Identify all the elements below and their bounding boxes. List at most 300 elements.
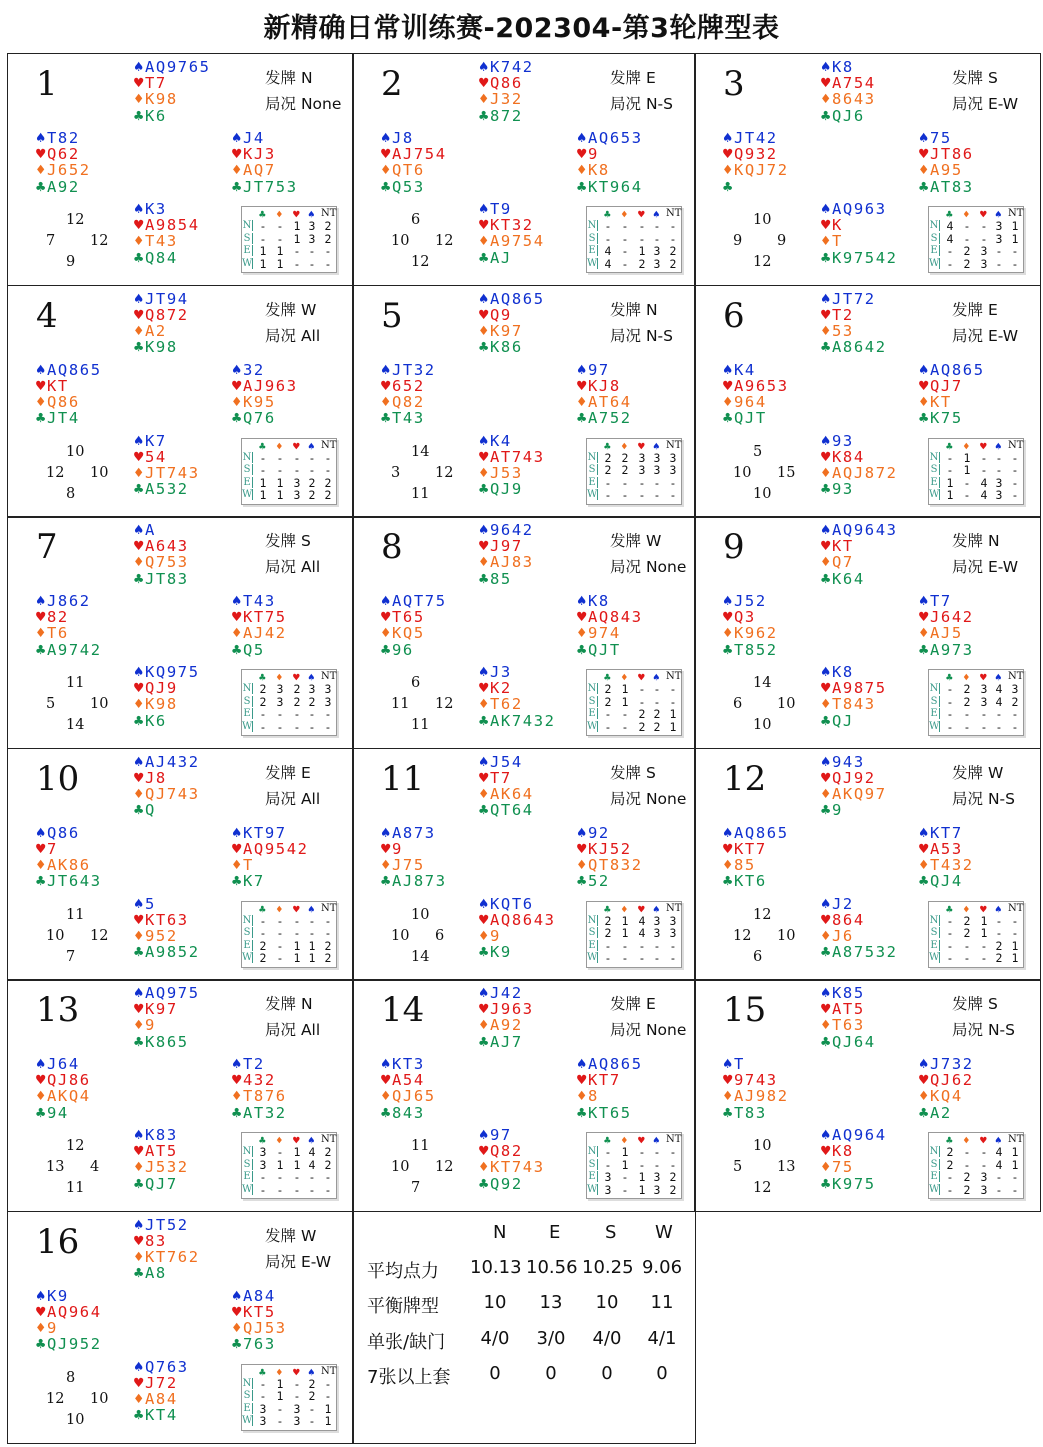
east-diamond-cards: T876 [243,1087,287,1106]
dd-value: 1 [1011,1157,1019,1172]
east-heart-cards: AQ9542 [243,839,309,858]
heart-icon: ♥ [232,145,242,164]
dd-value: - [995,926,1003,940]
east-spade-cards: T2 [243,1055,265,1073]
north-diamond-cards: KT762 [145,1247,200,1266]
south-diamond-row [479,233,545,249]
dd-value: - [653,694,661,709]
dealer-label: 发牌 [265,300,297,319]
vul-value: N-S [987,1021,1015,1039]
north-spade-cards: AQ975 [145,984,200,1002]
spade-icon: ♠ [653,902,660,916]
club-icon: ♣ [723,872,733,891]
dd-seat-label: S [587,696,598,707]
east-spade-row [577,130,643,146]
dd-value: - [621,719,629,734]
summary-value: 10 [595,1292,619,1313]
hcp-e: 12 [435,1159,454,1175]
summary-value: 4/1 [647,1327,677,1349]
double-dummy-table [928,669,1024,736]
west-heart-row [381,378,436,394]
spade-icon: ♠ [577,360,587,379]
west-spade-cards: AQ865 [734,823,789,842]
dd-value: 3 [308,219,316,233]
diamond-icon: ♦ [381,624,391,643]
heart-icon: ♥ [232,839,242,858]
north-heart-cards: 83 [145,1231,167,1250]
diamond-icon: ♦ [36,1318,46,1337]
hcp-e: 10 [90,1390,109,1407]
dd-seat-label: E [929,477,940,488]
south-hand [479,664,556,729]
south-spade-cards: T9 [490,200,512,218]
north-heart-row [134,1233,200,1249]
dd-value: 1 [259,244,267,258]
dd-value: 1 [308,951,316,965]
dd-value: 4 [946,231,954,246]
dd-value: - [980,1157,988,1172]
heart-icon: ♥ [577,1071,587,1090]
diamond-icon: ♦ [621,902,628,916]
north-club-cards: AJ7 [490,1032,523,1051]
spade-icon: ♠ [232,360,242,379]
south-club-row [134,1176,189,1192]
dd-value: - [621,1170,629,1184]
north-spade-cards: AQ9765 [145,58,211,76]
hcp-e: 10 [777,696,796,712]
west-diamond-row [381,394,436,410]
dd-seat-label: N [587,914,597,926]
spade-icon: ♠ [577,129,587,147]
heart-icon: ♥ [919,608,929,627]
spade-icon: ♠ [36,129,46,147]
east-spade-row [577,825,643,841]
dealer-info [952,529,1000,551]
west-hand [723,1056,789,1121]
north-hand [821,754,887,819]
vul-label: 局况 [610,789,642,808]
dd-value: 1 [276,1376,284,1391]
dealer-value: W [300,300,317,319]
heart-icon: ♥ [134,216,144,235]
north-diamond-row [821,554,898,570]
north-heart-cards: A754 [832,74,876,93]
dd-value: - [1011,913,1019,928]
heart-icon: ♥ [577,145,587,164]
vul-label: 局况 [610,95,642,113]
east-heart-cards: AQ843 [588,608,643,627]
spade-icon: ♠ [723,592,733,610]
south-hand [821,433,898,498]
club-icon: ♣ [946,671,953,684]
east-spade-row [919,1056,974,1072]
diamond-icon: ♦ [723,392,733,411]
hcp-s: 12 [753,254,772,270]
diamond-icon: ♦ [577,392,587,411]
heart-icon: ♥ [381,1071,391,1090]
west-spade-row [723,130,789,146]
north-heart-cards: T7 [145,74,167,93]
hcp-w: 11 [391,696,410,712]
north-heart-row [134,75,211,91]
north-diamond-row [134,91,211,107]
club-icon: ♣ [134,1174,144,1193]
heart-icon: ♥ [134,1142,144,1161]
dd-value: - [669,951,677,965]
dd-value: 3 [259,1145,267,1159]
dd-value: - [669,475,677,490]
south-heart-row [134,217,200,233]
dd-value: - [980,707,988,721]
north-hand [821,59,876,124]
west-diamond-cards: Q82 [392,392,425,411]
diamond-icon: ♦ [821,90,831,109]
heart-icon: ♥ [577,839,587,858]
dd-value: - [293,719,301,734]
summary-value: 9.06 [641,1256,683,1278]
club-icon: ♣ [259,671,266,684]
dealer-value: E [300,763,311,782]
hcp-n: 6 [411,675,421,691]
dd-value: - [621,219,629,233]
summary-value: 3/0 [536,1327,566,1349]
west-hand [36,130,91,195]
heart-icon: ♥ [134,447,144,466]
diamond-icon: ♦ [621,439,628,453]
double-dummy-table [241,1132,337,1199]
dd-value: - [995,1182,1003,1197]
dd-value: 3 [980,256,988,271]
spade-icon: ♠ [134,1215,144,1234]
dd-value: 2 [324,475,332,490]
dd-value: 2 [963,1170,971,1184]
west-heart-row [723,146,789,162]
dd-seat-label: N [242,914,252,926]
south-club-cards: K9 [490,943,512,962]
dd-value: - [324,719,332,734]
dd-seat-label: N [929,220,939,231]
west-heart-row [723,378,789,394]
board-number: 11 [381,758,425,799]
dd-value: 1 [293,951,301,965]
dd-value: 3 [259,1157,267,1172]
dd-value: 2 [259,682,267,696]
south-diamond-row [479,928,556,944]
south-diamond-row [134,1159,189,1175]
spade-icon: ♠ [381,823,391,842]
dd-value: 2 [995,938,1003,953]
dd-value: - [1011,450,1019,465]
double-dummy-table [928,438,1024,505]
spade-icon: ♠ [479,752,489,771]
diamond-icon: ♦ [821,784,831,803]
vul-value: None [645,789,687,808]
dd-value: 3 [653,1170,661,1184]
north-diamond-cards: T63 [832,1016,865,1035]
north-diamond-row [134,323,189,339]
west-diamond-cards: 964 [734,392,767,411]
dd-value: - [308,1170,316,1184]
east-club-cards: Q76 [243,409,276,428]
diamond-icon: ♦ [134,1016,144,1035]
west-heart-cards: AJ754 [392,145,447,164]
south-hand [134,201,200,266]
dd-value: - [308,1401,316,1416]
west-club-row [381,873,447,889]
dd-seat-label: W [587,952,598,963]
diamond-icon: ♦ [479,553,489,572]
east-diamond-row [919,1088,974,1104]
dd-value: - [293,244,301,258]
dd-value: - [293,926,301,940]
summary-row-label: 7张以上套 [367,1367,451,1388]
heart-icon: ♥ [479,768,489,787]
dd-value: - [980,719,988,734]
south-club-row [821,1176,887,1192]
north-spade-cards: 9642 [490,521,534,539]
south-heart-row [821,1143,887,1159]
nt-label: NT [1008,671,1024,682]
west-club-row [381,642,447,658]
east-diamond-row [232,1320,287,1336]
spade-icon: ♠ [723,360,733,379]
diamond-icon: ♦ [621,1134,628,1147]
north-club-cards: K98 [145,338,178,357]
vulnerability-info [265,92,341,114]
south-diamond-cards: T [832,232,843,251]
east-club-row [232,873,309,889]
club-icon: ♣ [232,1335,242,1354]
east-spade-cards: 75 [930,129,952,147]
north-spade-row [479,59,534,75]
dd-value: 1 [621,913,629,928]
diamond-icon: ♦ [963,671,970,684]
dd-value: 1 [669,707,677,721]
north-diamond-cards: 53 [832,321,854,340]
dd-seat-label: S [587,233,598,244]
north-hand [134,985,200,1050]
dd-value: - [638,231,646,246]
spade-icon: ♠ [381,360,391,379]
vul-label: 局况 [610,326,642,345]
north-spade-cards: J54 [490,752,523,771]
dd-value: - [276,1182,284,1197]
dd-value: - [963,488,971,502]
diamond-icon: ♦ [963,902,970,916]
hcp-e: 12 [435,233,454,249]
club-icon: ♣ [919,1103,929,1122]
dd-value: - [259,1389,267,1403]
club-icon: ♣ [479,338,489,357]
diamond-icon: ♦ [276,1365,283,1379]
dd-value: 1 [276,1389,284,1403]
club-icon: ♣ [577,1103,587,1122]
dd-value: 1 [308,938,316,953]
south-spade-row [134,433,200,449]
diamond-icon: ♦ [963,1134,970,1147]
dd-value: 3 [293,475,301,490]
dd-seat-label: W [242,720,253,732]
spade-icon: ♠ [919,823,929,842]
nt-label: NT [321,439,337,451]
board-cell [352,285,696,518]
dealer-label: 发牌 [610,763,642,782]
east-heart-row [232,841,309,857]
west-spade-row [723,362,789,378]
dd-seat-label: W [929,489,940,500]
east-diamond-row [577,625,643,641]
hcp-s: 10 [66,1411,85,1428]
east-heart-cards: 432 [243,1071,276,1090]
spade-icon: ♠ [821,1126,831,1144]
dd-value: - [638,1145,646,1159]
dd-value: - [604,707,612,721]
club-icon: ♣ [821,248,831,267]
dd-value: - [293,707,301,721]
diamond-icon: ♦ [276,902,283,916]
west-heart-cards: Q62 [47,145,80,164]
hcp-s: 11 [411,717,430,733]
dd-value: - [653,488,661,502]
dd-value: 1 [963,463,971,477]
deal-grid [7,53,1039,1442]
spade-icon: ♠ [134,58,144,76]
west-spade-cards: K4 [734,360,756,379]
dd-value: 2 [963,256,971,271]
dd-value: - [276,913,284,928]
dd-value: 4 [604,244,612,258]
dd-value: - [259,707,267,721]
hcp-e: 9 [777,233,787,249]
west-club-cards: JT4 [47,409,80,428]
vul-value: None [645,558,687,576]
dd-value: 3 [653,244,661,258]
dealer-value: N [300,995,313,1013]
dd-value: 2 [638,256,646,271]
dd-value: - [946,1170,954,1184]
north-spade-row [134,522,189,538]
hcp-s: 12 [411,254,430,270]
south-spade-row [134,896,200,912]
dd-value: - [1011,488,1019,502]
diamond-icon: ♦ [821,553,831,572]
club-icon: ♣ [134,1406,144,1425]
diamond-icon: ♦ [821,321,831,340]
east-diamond-cards: 8 [588,1087,599,1106]
dd-value: - [980,219,988,233]
double-dummy-table [241,438,337,505]
dd-value: - [638,1157,646,1172]
north-club-cards: K64 [832,569,865,588]
dd-value: 2 [946,1145,954,1159]
hcp-w: 12 [46,464,65,481]
north-heart-cards: A643 [145,537,189,556]
double-dummy-table [241,901,337,968]
west-diamond-row [36,857,102,873]
diamond-icon: ♦ [479,695,489,714]
dealer-info [952,761,1003,783]
spade-icon: ♠ [653,439,660,453]
hcp-w: 7 [46,233,56,249]
north-heart-row [821,538,898,554]
hcp-w: 10 [391,927,410,944]
north-diamond-row [479,786,534,802]
west-spade-cards: J8 [392,129,414,147]
club-icon: ♣ [479,106,489,125]
spade-icon: ♠ [479,663,489,681]
heart-icon: ♥ [293,902,300,916]
dd-value: - [276,463,284,477]
diamond-icon: ♦ [134,1389,144,1408]
heart-icon: ♥ [821,305,831,324]
summary-row-label: 平衡牌型 [367,1296,439,1317]
north-club-row [134,339,189,355]
east-hand [577,362,632,427]
diamond-icon: ♦ [919,161,929,180]
heart-icon: ♥ [821,910,831,929]
east-diamond-cards: K8 [588,161,610,180]
club-icon: ♣ [232,872,242,891]
dd-value: 4 [980,475,988,490]
west-spade-row [723,593,778,609]
north-spade-row [134,985,200,1001]
dd-seat-label: N [587,683,597,694]
dd-value: - [604,1145,612,1159]
north-heart-cards: AT5 [832,1000,865,1019]
dd-value: 4 [638,926,646,940]
dd-value: - [604,488,612,502]
dd-value: 3 [653,450,661,465]
diamond-icon: ♦ [919,624,929,643]
heart-icon: ♥ [293,1134,300,1147]
dd-value: 2 [669,244,677,258]
west-diamond-cards: AKQ4 [47,1087,91,1106]
hcp-e: 10 [90,464,109,481]
east-heart-row [919,146,974,162]
heart-icon: ♥ [381,376,391,395]
east-heart-row [577,841,643,857]
vulnerability-info [952,324,1018,346]
dd-value: - [946,256,954,271]
dd-value: - [293,913,301,928]
dd-value: 1 [276,488,284,502]
heart-icon: ♥ [381,145,391,164]
dd-value: - [276,951,284,965]
spade-icon: ♠ [308,1134,315,1147]
dealer-label: 发牌 [952,69,984,87]
east-club-row [919,179,974,195]
summary-value: 10 [483,1292,507,1313]
dealer-info [952,298,998,320]
dd-value: - [1011,1182,1019,1197]
east-heart-cards: AJ963 [243,376,298,395]
east-diamond-row [577,394,632,410]
north-club-cards: K6 [145,106,167,125]
club-icon: ♣ [134,569,144,588]
heart-icon: ♥ [723,1071,733,1090]
club-icon: ♣ [919,872,929,891]
dd-value: 3 [653,926,661,940]
west-heart-cards: A9653 [734,376,789,395]
hcp-w: 9 [733,233,743,249]
dealer-value: S [645,763,656,782]
north-spade-cards: 943 [832,752,865,771]
double-dummy-table [586,1132,682,1199]
heart-icon: ♥ [479,679,489,698]
south-spade-row [479,896,556,912]
vulnerability-info [265,787,320,809]
north-club-row [134,802,200,818]
